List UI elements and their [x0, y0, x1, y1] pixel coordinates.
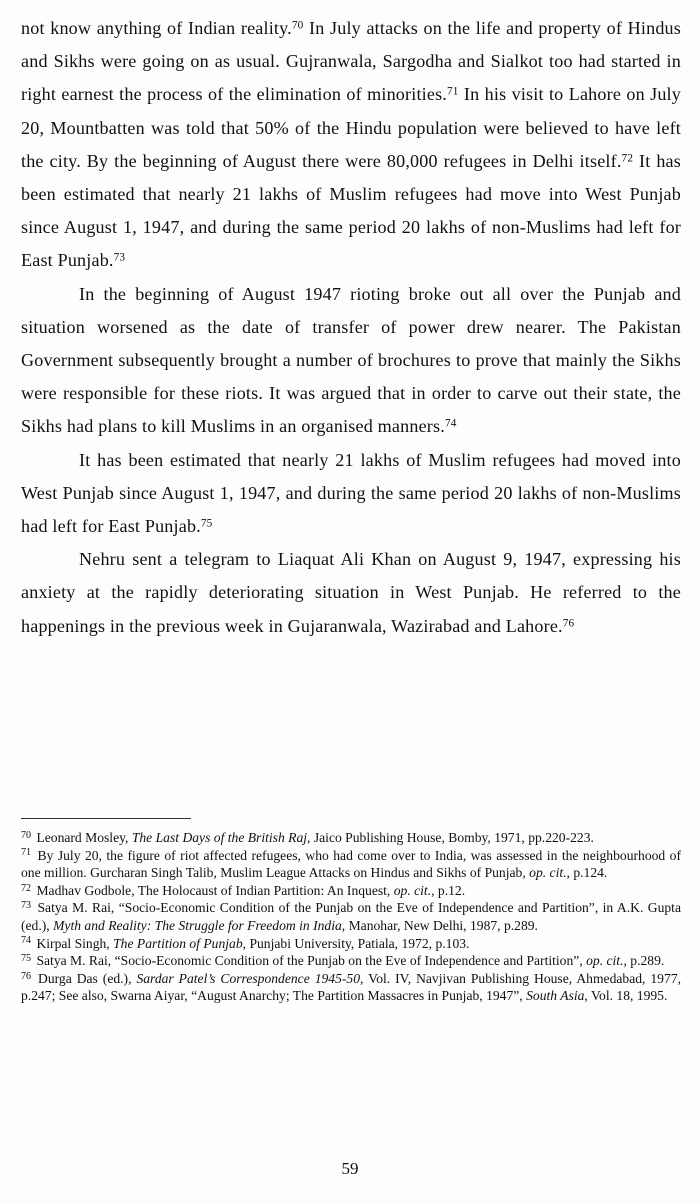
footnote-number: 72 [21, 882, 32, 894]
footnote-number: 76 [21, 970, 32, 982]
footnote-separator-rule [21, 818, 191, 819]
italic-title: op. cit. [529, 865, 567, 881]
footnote-reference-marker: 76 [562, 617, 575, 630]
footnote-reference-marker: 72 [621, 152, 634, 165]
footnote-number: 71 [21, 847, 32, 859]
italic-title: The Partition of Punjab [113, 935, 243, 951]
footnote-entry: $^{72}$ Madhav Godbole, The Holocaust of Indian Partition: An Inquest, op. cit., p.12. [21, 882, 466, 898]
body-paragraph: In the beginning of August 1947 rioting broke out all over the Punjab and situation worsened as the date of transfer of power drew nearer. The Pakistan Government subsequently brought a number of brochures to prove that mainly the Sikhs were responsible for these riots. It was argued that in order to carve out their state, the Sikhs had plans to kill Muslims in an organised manners.$^{74}$ [21, 283, 681, 437]
italic-title: Sardar Patel’s Correspondence 1945-50 [136, 970, 361, 986]
footnote-reference-marker: 70 [291, 19, 304, 32]
body-paragraph: Nehru sent a telegram to Liaquat Ali Khan on August 9, 1947, expressing his anxiety at the rapidly deteriorating situation in West Punjab. He referred to the happenings in the previous week in Gujaranwala, Wazirabad and Lahore.$^{76}$ [21, 549, 681, 636]
footnote-entry: $^{75}$ Satya M. Rai, “Socio-Economic Condition of the Punjab on the Eve of Independence and Partition”, op. cit., p.289. [21, 952, 665, 969]
footnote-entry: $^{74}$ Kirpal Singh, The Partition of Punjab, Punjabi University, Patiala, 1972, p.103. [21, 935, 470, 951]
italic-title: Myth and Reality: The Struggle for Freedom in India [53, 917, 342, 933]
body-paragraph: not know anything of Indian reality.$^{70}$ In July attacks on the life and property of Hindus and Sikhs were going on as usual. Gujranwala, Sargodha and Sialkot too had started in right earnest the process of the elimination of minorities.$^{71}$ In his visit to Lahore on July 20, Mountbatten was told that 50% of the Hindu population were believed to have left the city. By the beginning of August there were 80,000 refugees in Delhi itself.$^{72}$ It has been estimated that nearly 21 lakhs of Muslim refugees had move into West Punjab since August 1, 1947, and during the same period 20 lakhs of non-Muslims had left for East Punjab.$^{73}$ [21, 18, 681, 271]
footnote-number: 70 [21, 829, 32, 841]
footnote-entry: $^{71}$ By July 20, the figure of riot affected refugees, who had come over to India, was assessed in the neighbourhood of one million. Gurcharan Singh Talib, Muslim League Attacks on Hindus and Sikhs of Punjab, op. cit., p.124. [21, 847, 681, 881]
footnote-number: 74 [21, 935, 32, 947]
footnote-number: 75 [21, 952, 32, 964]
footnote-entry: $^{70}$ Leonard Mosley, The Last Days of the British Raj, Jaico Publishing House, Bomby, 1971, pp.220-223. [21, 829, 594, 845]
body-text-region [21, 12, 681, 643]
footnote-list [21, 829, 681, 1005]
footnote-entry: $^{76}$ Durga Das (ed.), Sardar Patel’s Correspondence 1945-50, Vol. IV, Navjivan Publishing House, Ahmedabad, 1977, p.247; See also, Swarna Aiyar, “August Anarchy; The Partition Massacres in Punjab, 1947”, South Asia, Vol. 18, 1995. [21, 970, 681, 1004]
footnote-reference-marker: 71 [447, 86, 459, 99]
footnote-reference-marker: 74 [444, 418, 457, 431]
body-paragraph-list [21, 12, 681, 643]
footnote-number: 73 [21, 900, 32, 912]
footnote-entry: $^{73}$ Satya M. Rai, “Socio-Economic Condition of the Punjab on the Eve of Independence and Partition”, in A.K. Gupta (ed.), Myth and Reality: The Struggle for Freedom in India, Manohar, New Delhi, 1987, p.289. [21, 900, 681, 933]
italic-title: op. cit. [586, 953, 624, 969]
footnote-reference-marker: 75 [200, 517, 213, 530]
body-paragraph: It has been estimated that nearly 21 lakhs of Muslim refugees had moved into West Punjab since August 1, 1947, and during the same period 20 lakhs of non-Muslims had left for East Punjab.$^{75}$ [21, 449, 681, 537]
italic-title: The Last Days of the British Raj [131, 830, 308, 845]
page-number: 59 [341, 1159, 359, 1178]
footnote-region [21, 818, 681, 1005]
italic-title: South Asia [526, 988, 585, 1004]
italic-title: op. cit. [393, 882, 432, 898]
footnote-reference-marker: 73 [113, 252, 126, 265]
